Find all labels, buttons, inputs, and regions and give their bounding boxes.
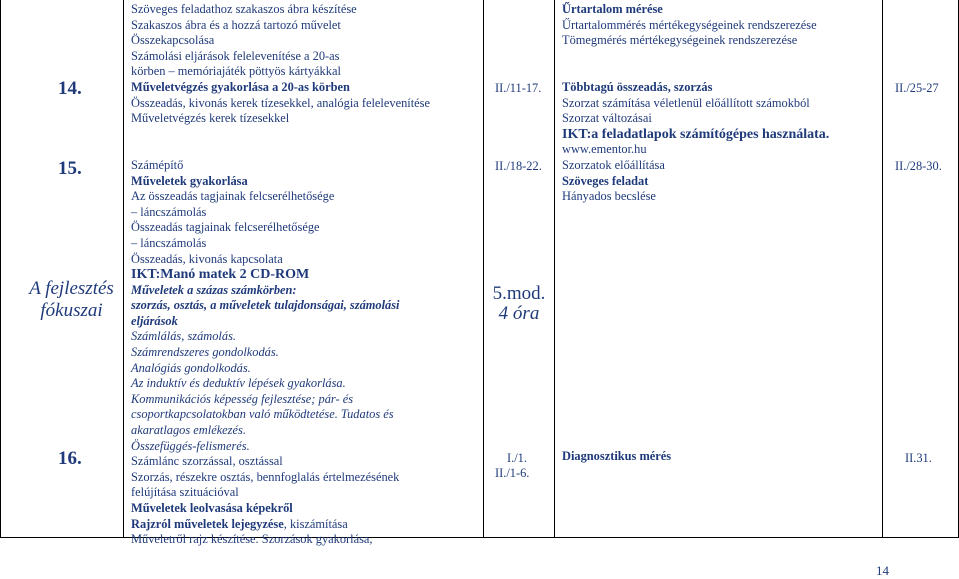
focus-title: fókuszai [40,300,103,321]
text-line: Műveletek a százas számkörben: [131,282,297,297]
row-number: 16. [58,448,82,469]
text-line: Számlánc szorzással, osztással [131,454,283,469]
text-line: szorzás, osztás, a műveletek tulajdonságai, számolási [131,298,400,313]
column-divider [554,0,555,537]
ref-cell: II./25-27 [895,81,939,95]
module-label: 5.mod. [492,283,546,304]
text-line: Összekapcsolása [131,33,215,48]
time-cell: I./1. [507,451,527,465]
text-line: Összeadás, kivonás kapcsolata [131,251,283,266]
module-hours: 4 óra [498,303,540,324]
text-line: Műveletek leolvasása képekről [131,501,293,515]
column-divider [483,0,484,537]
topic-block [562,158,665,205]
column-divider [882,0,883,537]
text-line: Űrtartalom mérése [562,2,663,16]
topic-block [562,449,671,465]
text-line: www.ementor.hu [562,142,647,157]
text-line: Többtagú összeadás, szorzás [562,80,713,94]
text-line: csoportkapcsolatokban való működtetése. Tudatos és [131,407,394,422]
text-line: akaratlagos emlékezés. [131,423,246,438]
text-line: Számolási eljárások felelevenítése a 20-as [131,48,340,63]
text-line: Összeadás tagjainak felcserélhetősége [131,220,320,235]
text-line: Szöveges feladat [562,173,649,188]
text-line: Kommunikációs képesség fejlesztése; pár- és [131,391,354,406]
text-line [131,142,430,158]
text-line: – láncszámolás [131,204,207,219]
text-line: Számrendszeres gondolkodás. [131,345,279,360]
text-line: Szorzás, részekre osztás, bennfoglalás értelmezésének [131,469,400,484]
text-line: felújítása szituációval [131,485,239,500]
time-cell: II./11-17. [495,81,542,95]
text-plain: , kiszámítása [283,516,348,531]
text-line: Szorzat változásai [562,111,652,126]
text-line: Tömegmérés mértékegységeinek rendszerezése [562,33,798,48]
focus-title: A fejlesztés [29,278,114,299]
text-line: – láncszámolás [131,235,207,250]
text-line: Szorzat számítása véletlenül előállított számokból [562,95,810,110]
text-line: Diagnosztikus mérés [562,449,672,463]
text-line [131,517,430,533]
text-line: Hányados becslése [562,189,656,204]
time-cell: II./18-22. [495,159,542,173]
text-line: Az összeadás tagjainak felcserélhetősége [131,189,335,204]
text-line: Műveletről rajz készítése. Szorzások gyakorlása, [131,532,373,547]
text-line: Számépítő [131,157,184,172]
row-number: 14. [58,78,82,99]
table-border-left [0,0,1,537]
text-line: Szorzatok előállítása [562,158,665,172]
row-number: 15. [58,158,82,179]
text-line: Szakaszos ábra és a hozzá tartozó művelet [131,17,341,32]
text-line: körben – memóriajáték pöttyös kártyákkal [131,64,341,79]
text-line: Analógiás gondolkodás. [131,360,251,375]
topic-block [562,80,829,158]
text-line: Műveletvégzés gyakorlása a 20-as körben [131,79,350,94]
text-line: eljárások [131,313,178,328]
ref-cell: II./28-30. [895,159,942,173]
page-number: 14 [876,563,889,578]
text-line: Műveletvégzés kerek tízesekkel [131,111,290,126]
text-line: Űrtartalommérés mértékegységeinek rendszerezése [562,17,817,32]
text-line: Összeadás, kivonás kerek tízesekkel, analógia felelevenítése [131,95,430,110]
column-divider [123,0,124,537]
text-line [131,127,430,143]
time-cell: II./1-6. [495,466,530,480]
text-line: Az induktív és deduktív lépések gyakorlása. [131,376,346,391]
ref-cell: II.31. [905,451,932,465]
text-line: Összefüggés-felismerés. [131,438,250,453]
text-line: Szöveges feladathoz szakaszos ábra készítése [131,2,357,16]
text-line: Műveletek gyakorlása [131,173,248,188]
text-line: IKT:Manó matek 2 CD-ROM [131,267,310,283]
text-line: Számlálás, számolás. [131,329,236,344]
text-line: IKT:a feladatlapok számítógépes használata. [562,126,830,142]
topic-block [562,2,817,49]
text-bold: Rajzról műveletek lejegyzése [131,516,284,531]
content-column [131,2,430,548]
